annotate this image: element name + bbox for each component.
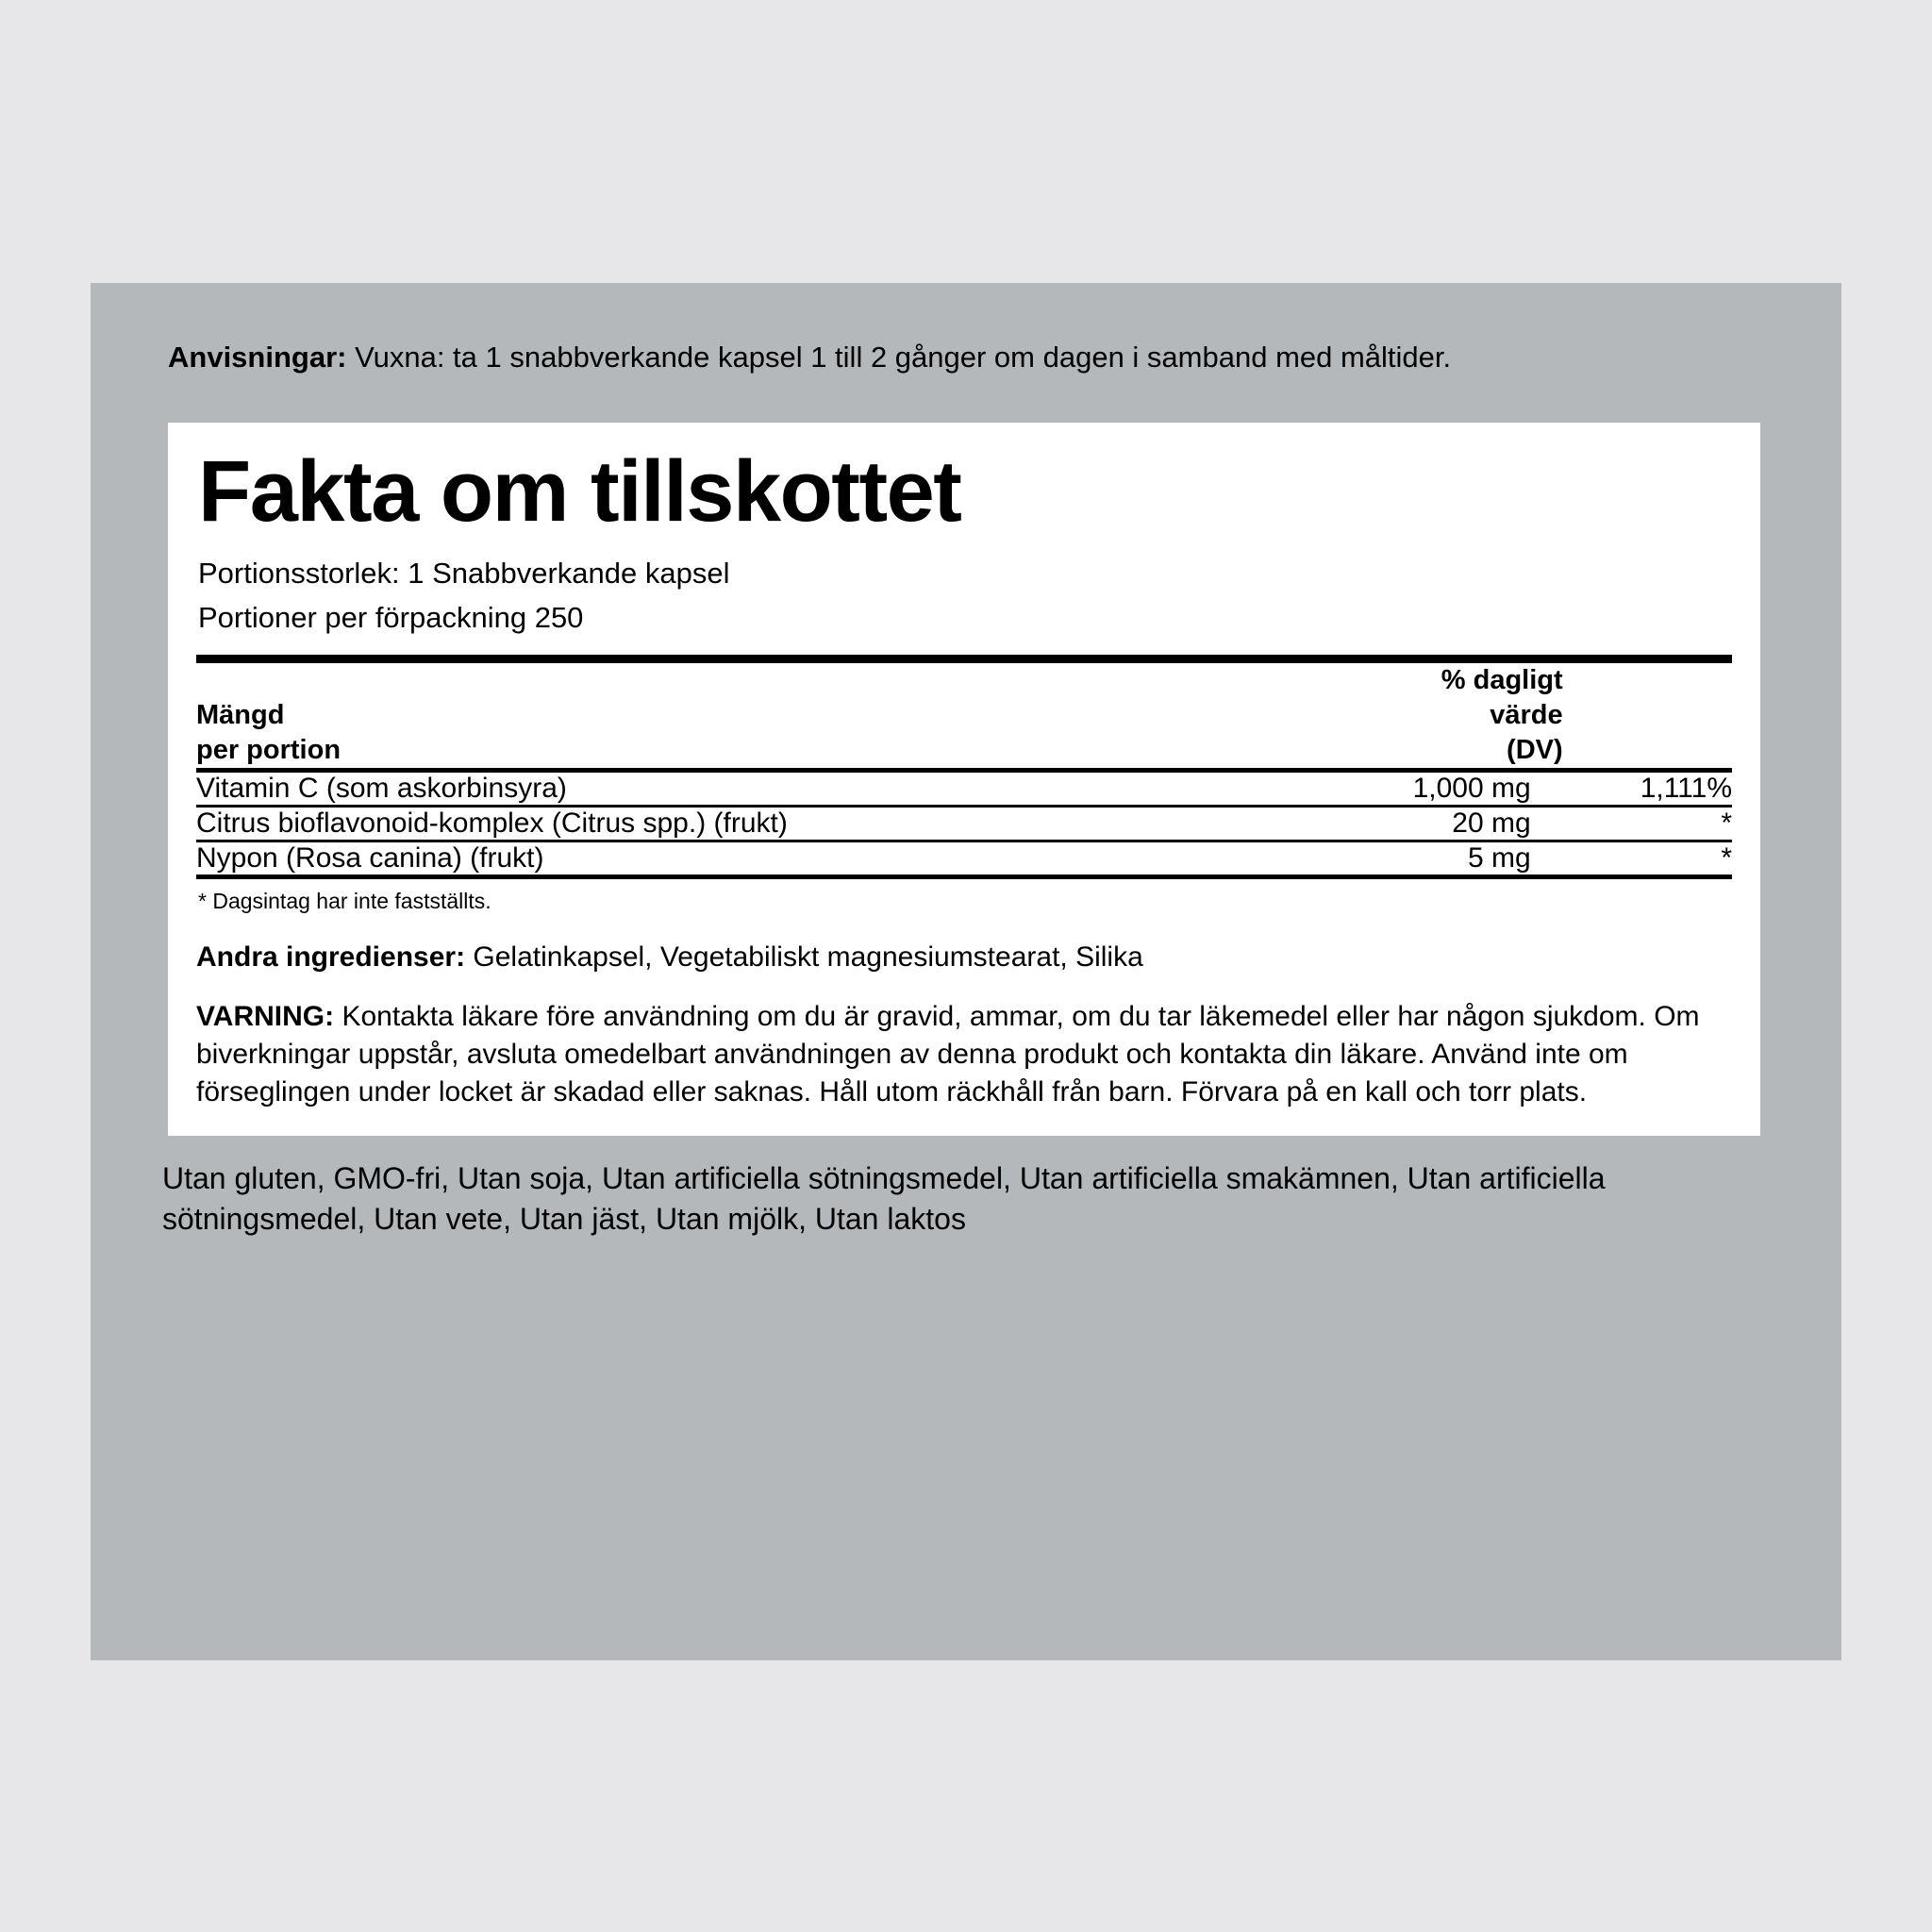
nutrient-name: Nypon (Rosa canina) (frukt) [196, 841, 1286, 875]
dv-header [1286, 663, 1562, 771]
warning-text: Kontakta läkare före användning om du är gravid, ammar, om du tar läkemedel eller har någon sjukdom. Om biverkningar uppstår, avsluta omedelbart användningen av denna produkt och kontakta din läkare. Använd inte om förseglingen under locket är skadad eller saknas. Håll utom räckhåll från barn. Förvara på en kall och torr plats. [196, 1000, 1700, 1108]
table-header-row [196, 663, 1732, 771]
warning-label: VARNING: [196, 1000, 335, 1032]
other-ingredients-text: Gelatinkapsel, Vegetabiliskt magnesiumstearat, Silika [465, 941, 1143, 974]
nutrient-dv: 1,111% [1563, 771, 1732, 807]
product-claims: Utan gluten, GMO-fri, Utan soja, Utan artificiella sötningsmedel, Utan artificiella smakämnen, Utan artificiella sötningsmedel, Utan vete, Utan jäst, Utan mjölk, Utan laktos [162, 1161, 1606, 1236]
other-ingredients-line [196, 939, 1732, 977]
dv-header-line3: (DV) [1507, 735, 1563, 766]
dv-header-line1: % dagligt [1441, 665, 1563, 696]
supplement-label-panel [91, 283, 1841, 1660]
table-row [196, 841, 1732, 875]
serving-size: Portionsstorlek: 1 Snabbverkande kapsel [198, 557, 730, 591]
table-row [196, 807, 1732, 841]
supplement-facts-title: Fakta om tillskottet [198, 443, 961, 540]
nutrition-table [196, 663, 1732, 874]
directions-text: Vuxna: ta 1 snabbverkande kapsel 1 till 2 gånger om dagen i samband med måltider. [346, 341, 1452, 374]
amount-header [196, 663, 1286, 771]
nutrient-dv: * [1563, 841, 1732, 875]
daily-value-footnote: * Dagsintag har inte fastställts. [198, 889, 491, 914]
directions-label: Anvisningar: [168, 341, 347, 374]
nutrient-amount: 5 mg [1286, 841, 1562, 875]
table-bottom-rule [196, 874, 1732, 879]
other-ingredients-label: Andra ingredienser: [196, 941, 466, 974]
supplement-facts-box [168, 423, 1760, 1136]
servings-per-container: Portioner per förpackning 250 [198, 600, 584, 634]
table-row [196, 771, 1732, 807]
nutrient-amount: 20 mg [1286, 807, 1562, 841]
warning-spacer [196, 977, 1732, 998]
warning-block [196, 998, 1732, 1111]
amount-header-line1: Mängd [196, 700, 285, 731]
directions-line [168, 340, 1772, 376]
nutrient-name: Vitamin C (som askorbinsyra) [196, 771, 1286, 807]
dv-header-line2: värde [1490, 700, 1563, 731]
amount-header-line2: per portion [196, 735, 341, 766]
nutrient-amount: 1,000 mg [1286, 771, 1562, 807]
facts-box-spacer [196, 914, 1732, 939]
header-top-rule [196, 655, 1732, 663]
nutrient-name: Citrus bioflavonoid-komplex (Citrus spp.) (frukt) [196, 807, 1286, 841]
nutrient-dv: * [1563, 807, 1732, 841]
